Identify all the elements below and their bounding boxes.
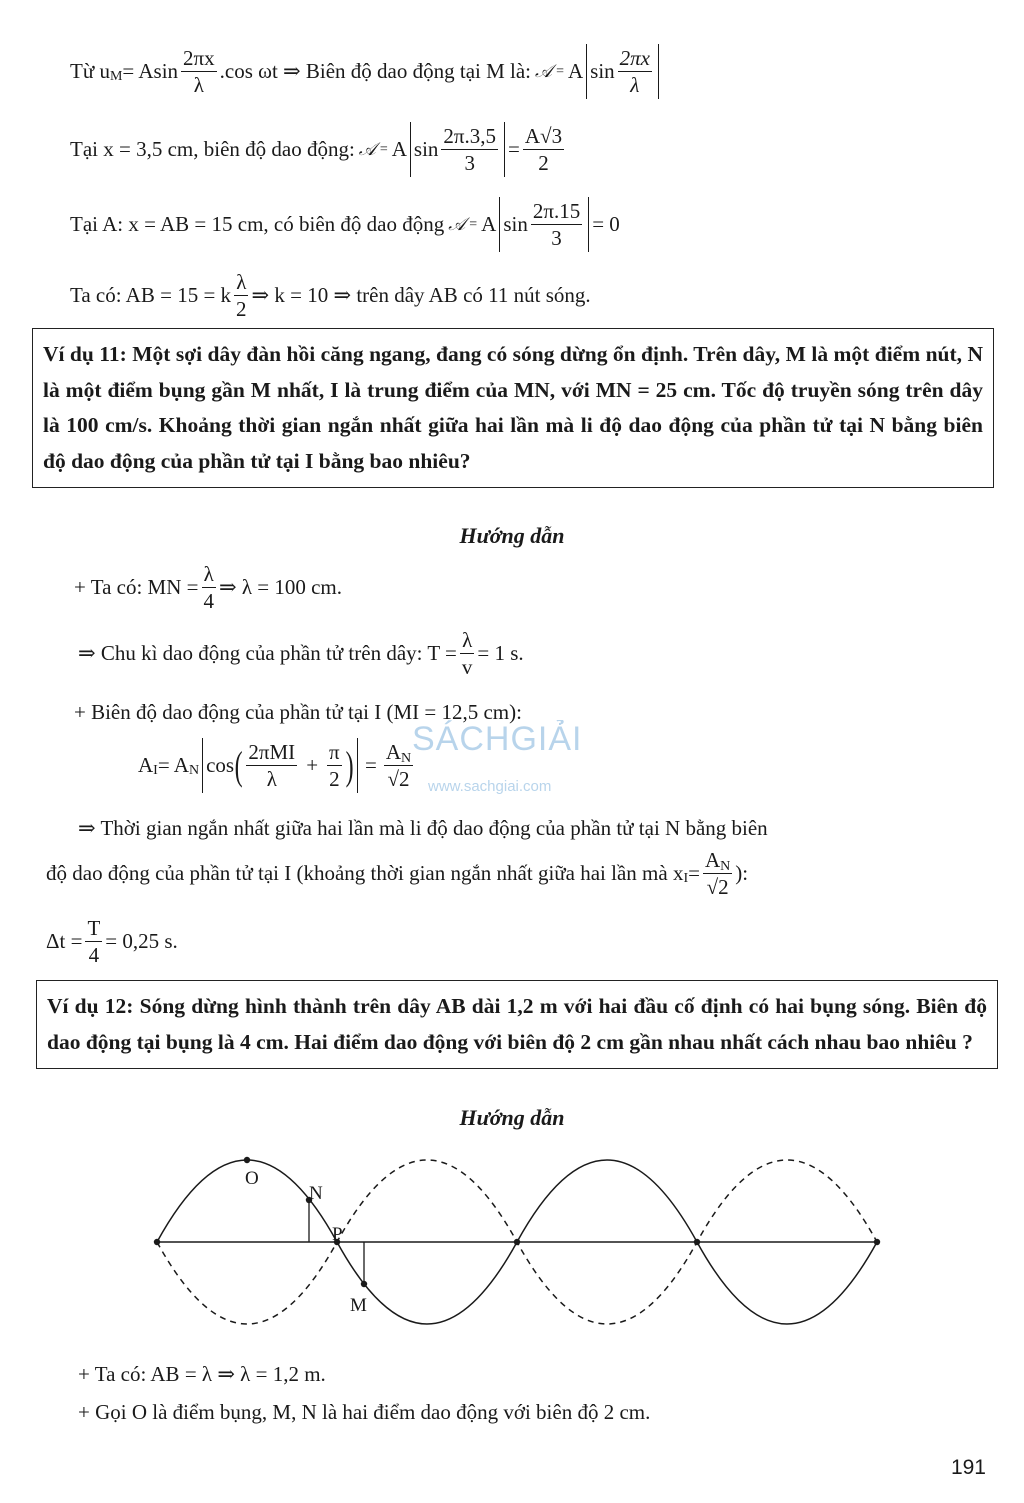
denominator: 2	[329, 767, 340, 792]
fraction	[181, 46, 217, 97]
numerator: A√3	[523, 124, 564, 150]
fraction	[523, 124, 564, 175]
node-point	[694, 1239, 700, 1245]
subscript: N	[720, 859, 731, 874]
equals: =	[379, 141, 388, 157]
fraction	[85, 916, 102, 967]
watermark-url: www.sachgiai.com	[428, 778, 552, 795]
numerator: A	[385, 740, 401, 764]
standing-wave-diagram	[0, 1140, 1024, 1340]
antinode-O-point	[244, 1157, 250, 1163]
intro-line-4	[70, 270, 591, 321]
absolute-value	[499, 197, 589, 252]
equals: =	[469, 216, 478, 232]
text: A	[481, 212, 497, 237]
numerator: 2π.3,5	[441, 124, 498, 150]
node-point	[154, 1239, 160, 1245]
text: ):	[735, 861, 749, 886]
text: độ dao động của phần tử tại I (khoảng thời gian ngắn nhất giữa hai lần mà x	[46, 861, 684, 886]
intro-line-3	[70, 197, 620, 252]
text: Tại x = 3,5 cm, biên độ dao động:	[70, 137, 355, 162]
paren-close: )	[345, 742, 354, 788]
text: ⇒ k = 10 ⇒ trên dây AB có 11 nút sóng.	[251, 283, 591, 308]
node-point	[514, 1239, 520, 1245]
fraction	[703, 848, 732, 899]
numerator: λ	[460, 628, 474, 654]
solution-11-line-3: + Biên độ dao động của phần tử tại I (MI = 12,5 cm):	[74, 700, 522, 724]
subscript: N	[400, 751, 412, 766]
equals: =	[556, 63, 564, 79]
text: =	[688, 861, 700, 886]
absolute-value	[586, 44, 659, 99]
numerator: 2πx	[618, 46, 652, 72]
sin: sin	[590, 59, 615, 84]
solution-11-line-1	[74, 562, 342, 613]
denominator: λ	[193, 73, 204, 98]
denominator: 4	[203, 589, 214, 614]
fraction	[618, 46, 652, 97]
denominator: 3	[551, 226, 562, 251]
solution-12-line-2: + Gọi O là điểm bụng, M, N là hai điểm dao động với biên độ 2 cm.	[78, 1400, 651, 1424]
text: = 0,25 s.	[105, 929, 178, 954]
sin: sin	[503, 212, 528, 237]
fraction	[234, 270, 249, 321]
text: Ta có: AB = 15 = k	[70, 283, 232, 308]
solution-11-line-4	[138, 738, 416, 793]
text: A	[138, 753, 154, 778]
absolute-value	[410, 122, 505, 177]
solution-11-line-7	[46, 916, 178, 967]
fraction	[246, 740, 297, 791]
text: .cos ωt ⇒ Biên độ dao động tại M là:	[219, 59, 532, 84]
numerator: π	[327, 740, 342, 766]
solution-11-line-6	[46, 848, 748, 899]
solution-11-line-5: ⇒ Thời gian ngắn nhất giữa hai lần mà li độ dao động của phần tử tại N bằng biên	[78, 816, 768, 840]
fraction	[201, 562, 216, 613]
text: = Asin	[122, 59, 179, 84]
watermark-logo: SÁCHGIẢI	[412, 720, 583, 758]
denominator: 2	[538, 151, 549, 176]
fraction	[441, 124, 498, 175]
subscript: I	[683, 870, 689, 886]
intro-line-1	[70, 44, 662, 99]
solution-11-line-2	[78, 628, 524, 679]
fraction	[460, 628, 475, 679]
denominator: √2	[706, 875, 729, 900]
denominator: 3	[464, 151, 475, 176]
intro-line-2	[70, 122, 567, 177]
guide-heading: Hướng dẫn	[459, 523, 565, 548]
solution-12-line-1: + Ta có: AB = λ ⇒ λ = 1,2 m.	[78, 1362, 326, 1386]
label-O: O	[245, 1168, 259, 1189]
numerator: λ	[202, 562, 216, 588]
subscript: M	[109, 68, 123, 84]
fraction	[384, 740, 413, 791]
equals: =	[364, 753, 377, 778]
text: ⇒ Chu kì dao động của phần tử trên dây: T =	[78, 641, 457, 666]
subscript: N	[188, 762, 200, 778]
denominator: 4	[88, 943, 100, 968]
guide-heading-2: Hướng dẫn	[459, 1105, 565, 1130]
denominator: λ	[266, 767, 277, 792]
numerator: 2π.15	[531, 199, 582, 225]
numerator: 2πx	[181, 46, 217, 72]
denominator: 2	[236, 297, 247, 322]
text: = A	[157, 753, 189, 778]
example-12-box	[36, 980, 998, 1069]
equals: =	[508, 137, 520, 162]
text: A	[391, 137, 407, 162]
text: = 0	[592, 212, 620, 237]
text: Từ u	[70, 59, 110, 84]
fraction	[327, 740, 342, 791]
denominator: λ	[630, 73, 640, 98]
numerator: λ	[234, 270, 248, 296]
subscript: I	[153, 762, 158, 778]
text: Tại A: x = AB = 15 cm, có biên độ dao động	[70, 212, 445, 237]
fraction	[531, 199, 582, 250]
amplitude-symbol: 𝒜	[358, 139, 376, 161]
numerator: T	[85, 916, 102, 942]
absolute-value	[202, 738, 358, 793]
denominator: v	[461, 655, 473, 680]
label-M: M	[350, 1295, 367, 1316]
plus: +	[306, 753, 319, 778]
amplitude-symbol: 𝒜	[535, 61, 553, 83]
text: A	[567, 59, 584, 84]
paren-open: (	[234, 742, 243, 788]
sin: sin	[413, 137, 439, 162]
cos: cos	[206, 753, 235, 778]
text: = 1 s.	[477, 641, 524, 666]
text: + Ta có: MN =	[74, 575, 199, 600]
node-point	[874, 1239, 880, 1245]
amplitude-symbol: 𝒜	[448, 214, 466, 236]
example-11-box	[32, 328, 994, 488]
numerator: 2πMI	[246, 740, 297, 766]
point-M	[361, 1281, 367, 1287]
label-N: N	[309, 1183, 323, 1204]
denominator: √2	[387, 767, 410, 792]
label-P: P	[332, 1224, 343, 1245]
page-number: 191	[950, 1456, 986, 1479]
numerator: A	[704, 848, 721, 872]
text: ⇒ λ = 100 cm.	[218, 575, 343, 600]
text: Δt =	[46, 929, 83, 954]
example-11-text: Ví dụ 11: Một sợi dây đàn hồi căng ngang, đang có sóng dừng ổn định. Trên dây, M là một điểm nút, N là một điểm bụng gần M nhất, I là trung điểm của MN, với MN = 25 cm. Tốc độ truyền sóng trên dây là 100 cm/s. Khoảng thời gian ngắn nhất giữa hai lần mà li độ dao động của phần tử tại N bằng biên độ dao động của phần tử tại I bằng bao nhiêu?	[43, 342, 983, 473]
example-12-text: Ví dụ 12: Sóng dừng hình thành trên dây AB dài 1,2 m với hai đầu cố định có hai bụng sóng. Biên độ dao động tại bụng là 4 cm. Hai điểm dao động với biên độ 2 cm gần nhau nhất cách nhau bao nhiêu ?	[47, 994, 987, 1054]
